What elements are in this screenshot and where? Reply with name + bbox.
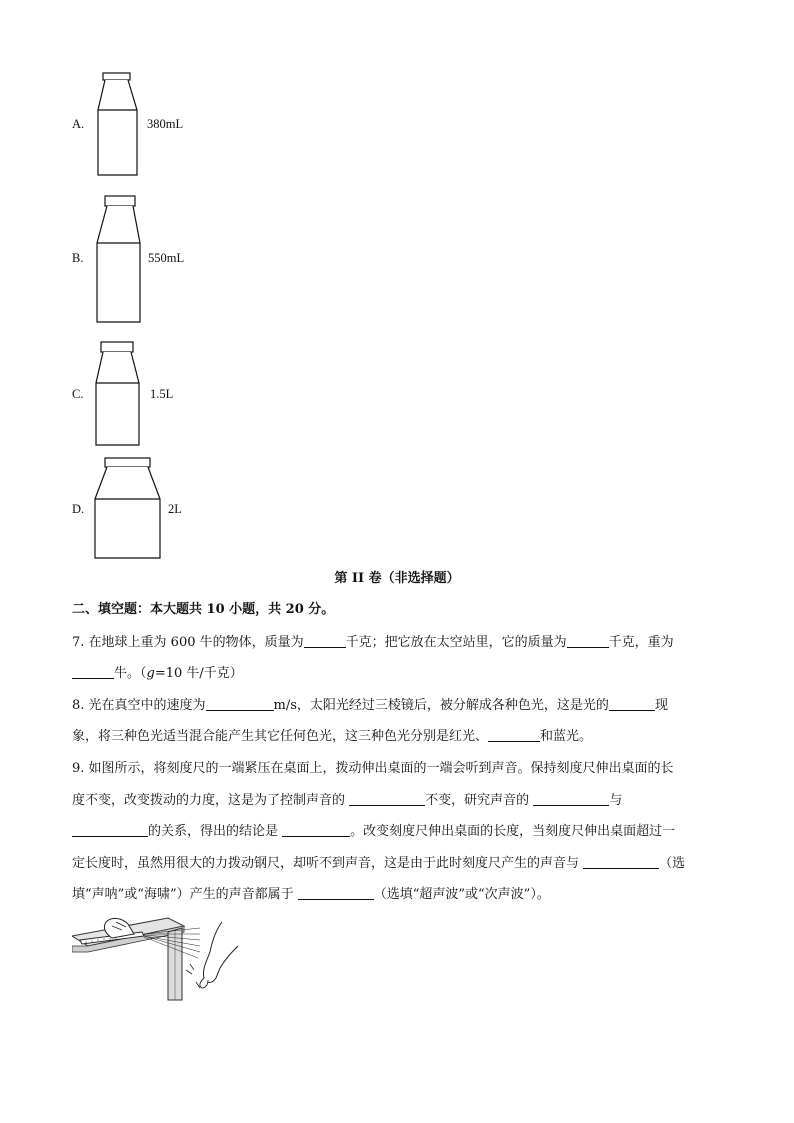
- q9-line-3: 的关系，得出的结论是 。改变刻度尺伸出桌面的长度，当刻度尺伸出桌面超过一: [72, 820, 722, 839]
- bottle-c-icon: [94, 341, 142, 447]
- q9-blank-2[interactable]: [533, 792, 609, 806]
- bottle-b-icon: [95, 195, 145, 325]
- section-title: 第 II 卷（非选择题）: [334, 571, 460, 586]
- q7-blank-2[interactable]: [567, 634, 609, 648]
- bottle-d-icon: [93, 457, 165, 560]
- q9-blank-6[interactable]: [298, 886, 374, 900]
- q7-line-1: 7. 在地球上重为 600 牛的物体，质量为 千克；把它放在太空站里，它的质量为 千克，重为: [72, 635, 674, 650]
- q9-line-5: 填“声呐”或“海啸”）产生的声音都属于 （选填“超声波”或“次声波”）。: [72, 887, 550, 902]
- option-a-volume: 380mL: [147, 117, 184, 131]
- q7-blank-1[interactable]: [304, 634, 346, 648]
- bottle-a-icon: [96, 72, 144, 177]
- q8-blank-2[interactable]: [609, 697, 655, 711]
- q7-blank-3[interactable]: [72, 665, 114, 679]
- option-c-volume: 1.5L: [150, 387, 174, 401]
- q7-line-2: 牛。（g=10 牛/千克）: [72, 662, 722, 681]
- section-heading: 二、填空题：本大题共 10 小题，共 20 分。: [72, 602, 335, 617]
- q9-line-4: 定长度时，虽然用很大的力拨动钢尺，却听不到声音，这是由于此时刻度尺产生的声音与 （选: [72, 856, 686, 871]
- q8-blank-1[interactable]: [206, 697, 274, 711]
- q9-line-1: 9. 如图所示，将刻度尺的一端紧压在桌面上，拨动伸出桌面的一端会听到声音。保持刻度尺伸出桌面的长: [72, 761, 674, 776]
- q9-blank-4[interactable]: [282, 823, 350, 837]
- option-b-label: B.: [72, 251, 84, 265]
- q9-blank-3[interactable]: [72, 823, 148, 837]
- q9-line-2: 度不变，改变拨动的力度，这是为了控制声音的 不变，研究声音的 与: [72, 793, 623, 808]
- q8-line-1: 8. 光在真空中的速度为 m/s，太阳光经过三棱镜后，被分解成各种色光，这是光的 现: [72, 698, 668, 713]
- q9-blank-5[interactable]: [583, 855, 659, 869]
- q8-blank-3[interactable]: [488, 728, 540, 742]
- q9-blank-1[interactable]: [349, 792, 425, 806]
- option-c-label: C.: [72, 387, 84, 401]
- ruler-vibration-figure: [72, 912, 242, 1002]
- option-d-volume: 2L: [168, 502, 182, 516]
- q8-line-2: 象，将三种色光适当混合能产生其它任何色光，这三种色光分别是红光、 和蓝光。: [72, 729, 593, 744]
- option-a-label: A.: [72, 117, 85, 131]
- option-d-label: D.: [72, 502, 85, 516]
- option-b-volume: 550mL: [148, 251, 185, 265]
